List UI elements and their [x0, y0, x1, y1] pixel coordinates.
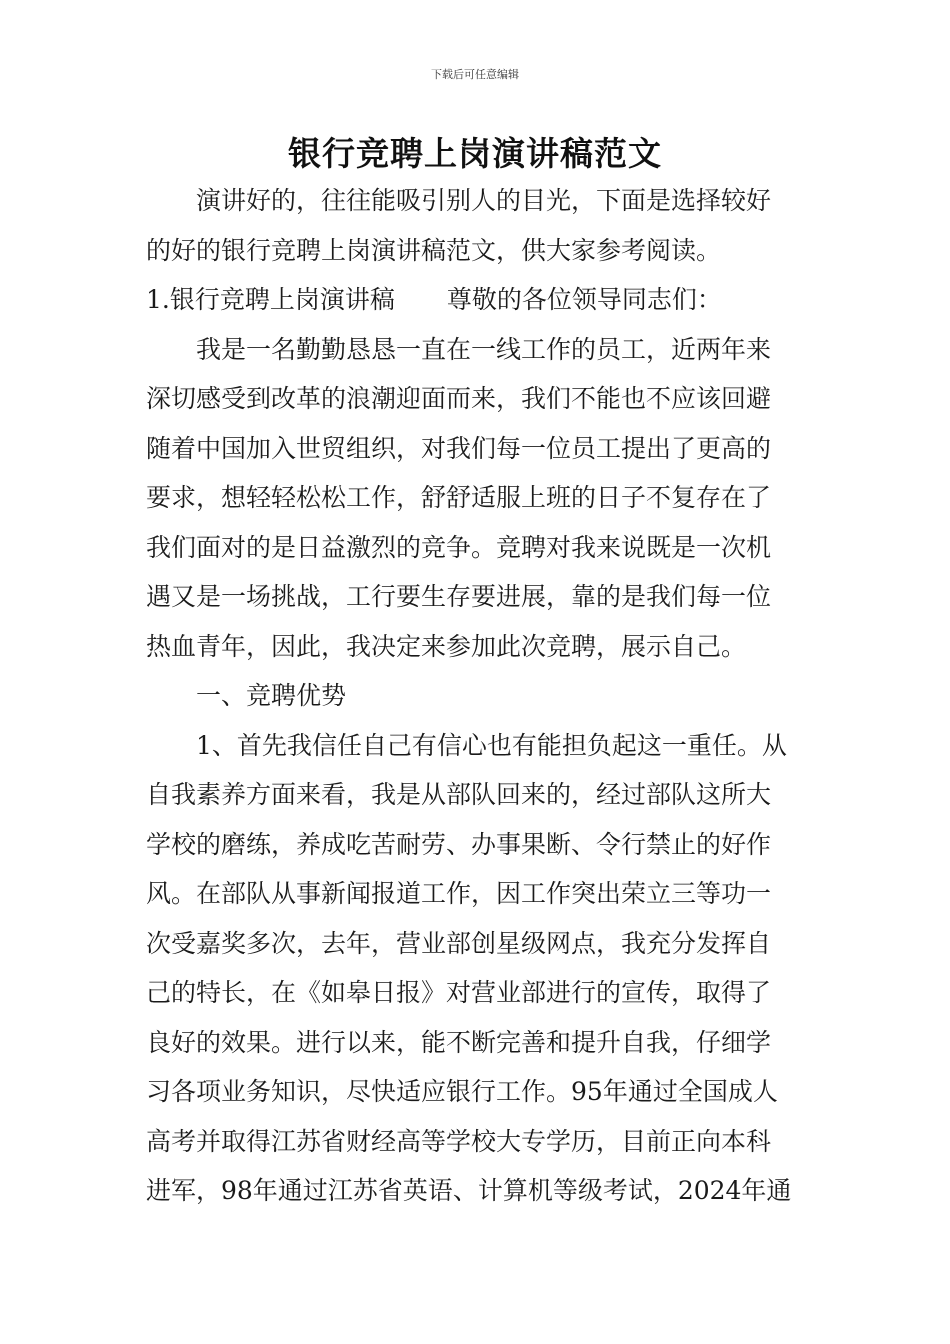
paragraph-line [146, 473, 808, 523]
paragraph-line [146, 820, 808, 870]
line-text: 演讲好的，往往能吸引别人的目光，下面是选择较好 [196, 186, 772, 215]
section-heading-line [146, 275, 808, 325]
line-text: 己的特长，在《如皋日报》对营业部进行的宣传，取得了 [146, 978, 772, 1007]
line-text: 进军，98年通过江苏省英语、计算机等级考试，2024年通 [146, 1176, 792, 1205]
paragraph-line [146, 1018, 808, 1068]
line-text: 的好的银行竞聘上岗演讲稿范文，供大家参考阅读。 [146, 235, 722, 265]
line-text: 要求，想轻轻松松工作，舒舒适服上班的日子不复存在了 [146, 483, 772, 512]
paragraph-line [146, 770, 808, 820]
paragraph-line [146, 968, 808, 1018]
line-text: 次受嘉奖多次，去年，营业部创星级网点，我充分发挥自 [146, 928, 772, 958]
subsection-heading-line [146, 671, 808, 721]
line-text: 深切感受到改革的浪潮迎面而来，我们不能也不应该回避 [146, 384, 772, 413]
paragraph-line [146, 1117, 808, 1167]
line-text: 1、首先我信任自己有信心也有能担负起这一重任。从 [196, 730, 787, 760]
paragraph-line [146, 1166, 808, 1216]
line-text: 习各项业务知识，尽快适应银行工作。95年通过全国成人 [146, 1077, 778, 1106]
paragraph-line [146, 176, 808, 226]
paragraph-line [146, 1067, 808, 1117]
subsection-heading: 一、竞聘优势 [196, 681, 347, 710]
paragraph-line [146, 869, 808, 919]
document-title: 银行竞聘上岗演讲稿范文 [288, 134, 662, 173]
paragraph-line [146, 572, 808, 622]
line-text: 我是一名勤勤恳恳一直在一线工作的员工，近两年来 [196, 334, 772, 364]
paragraph-line [146, 374, 808, 424]
paragraph-line [146, 325, 808, 375]
line-text: 学校的磨练，养成吃苦耐劳、办事果断、令行禁止的好作 [146, 829, 772, 859]
section-heading: 1.银行竞聘上岗演讲稿 [146, 285, 395, 314]
line-text: 随着中国加入世贸组织，对我们每一位员工提出了更高的 [146, 433, 772, 463]
line-text: 风。在部队从事新闻报道工作，因工作突出荣立三等功一 [146, 879, 772, 908]
paragraph-line [146, 622, 808, 672]
line-text: 我们面对的是日益激烈的竞争。竞聘对我来说既是一次机 [146, 532, 772, 562]
line-text: 高考并取得江苏省财经高等学校大专学历，目前正向本科 [146, 1126, 772, 1156]
line-text: 良好的效果。进行以来，能不断完善和提升自我，仔细学 [146, 1027, 772, 1057]
line-text: 自我素养方面来看，我是从部队回来的，经过部队这所大 [146, 780, 772, 809]
salutation: 尊敬的各位领导同志们： [446, 285, 722, 314]
line-text: 热血青年，因此，我决定来参加此次竞聘，展示自己。 [146, 631, 747, 661]
paragraph-line [146, 226, 808, 276]
paragraph-line [146, 919, 808, 969]
line-text: 遇又是一场挑战，工行要生存要进展，靠的是我们每一位 [146, 582, 772, 611]
document-body [146, 176, 808, 1216]
header-note: 下载后可任意编辑 [431, 68, 519, 81]
paragraph-line [146, 523, 808, 573]
paragraph-line [146, 424, 808, 474]
paragraph-line [146, 721, 808, 771]
